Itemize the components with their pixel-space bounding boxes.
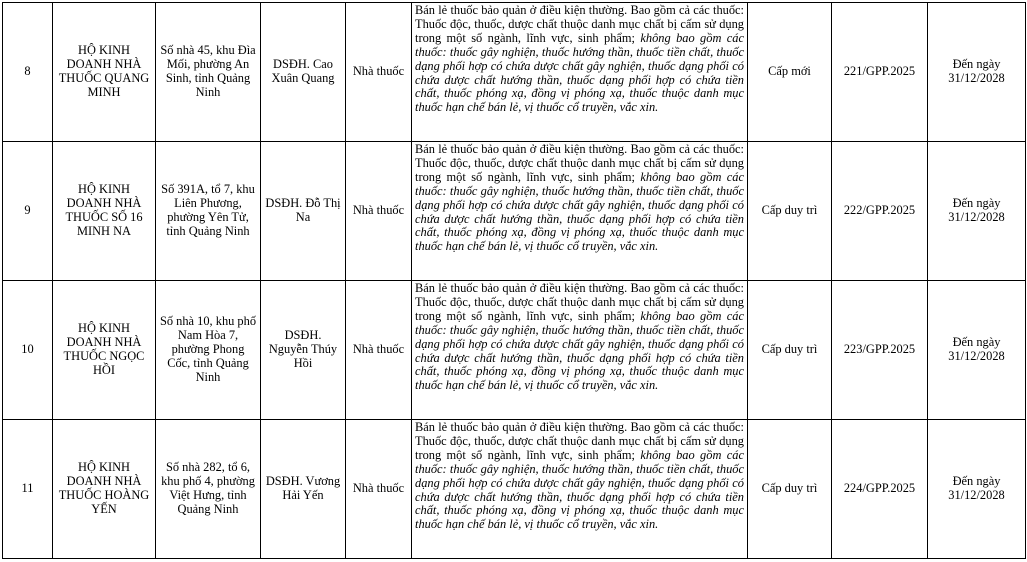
row-number: 11 [3, 420, 53, 559]
business-type: Nhà thuốc [346, 420, 412, 559]
issue-type: Cấp duy trì [748, 281, 832, 420]
validity-date: Đến ngày 31/12/2028 [928, 281, 1026, 420]
pharmacist-name: DSĐH. Nguyễn Thúy Hồi [261, 281, 346, 420]
pharmacist-name: DSĐH. Vương Hải Yến [261, 420, 346, 559]
row-number: 9 [3, 142, 53, 281]
business-scope [412, 281, 748, 420]
pharmacy-license-table [2, 2, 1026, 559]
document-page [2, 2, 1026, 559]
scope-exclusions: không bao gồm các thuốc: thuốc gây nghiện, thuốc hướng thần, thuốc tiền chất, thuốc dạng phối hợp có chứa dược chất gây nghiện, thuốc dạng phối có chứa dược chất hướng thần, thuốc dạng phối hợp có chứa tiền chất, thuốc phóng xạ, đồng vị phóng xạ, thuốc thuộc danh mục thuốc hạn chế bán lẻ, vị thuốc cổ truyền, vắc xin. [415, 308, 744, 393]
business-type: Nhà thuốc [346, 142, 412, 281]
business-address: Số nhà 10, khu phố Nam Hòa 7, phường Phong Cốc, tỉnh Quảng Ninh [156, 281, 261, 420]
certificate-number: 223/GPP.2025 [832, 281, 928, 420]
issue-type: Cấp duy trì [748, 420, 832, 559]
table-row [3, 420, 1026, 559]
scope-exclusions: không bao gồm các thuốc: thuốc gây nghiện, thuốc hướng thần, thuốc tiền chất, thuốc dạng phối hợp có chứa dược chất gây nghiện, thuốc dạng phối có chứa dược chất hướng thần, thuốc dạng phối hợp có chứa tiền chất, thuốc phóng xạ, đồng vị phóng xạ, thuốc thuộc danh mục thuốc hạn chế bán lẻ, vị thuốc cổ truyền, vắc xin. [415, 30, 744, 115]
business-scope [412, 142, 748, 281]
business-address: Số nhà 282, tổ 6, khu phố 4, phường Việt Hưng, tỉnh Quảng Ninh [156, 420, 261, 559]
scope-text: Bán lẻ thuốc bảo quản ở điều kiện thường. Bao gồm cả các thuốc: Thuốc độc, thuốc, dược chất thuộc danh mục chất bị cấm sử dụng trong một số ngành, lĩnh vực, sinh phẩm; [415, 420, 744, 462]
business-name: HỘ KINH DOANH NHÀ THUỐC NGỌC HỒI [53, 281, 156, 420]
validity-date: Đến ngày 31/12/2028 [928, 420, 1026, 559]
pharmacist-name: DSĐH. Cao Xuân Quang [261, 3, 346, 142]
issue-type: Cấp duy trì [748, 142, 832, 281]
certificate-number: 224/GPP.2025 [832, 420, 928, 559]
validity-date: Đến ngày 31/12/2028 [928, 142, 1026, 281]
scope-text: Bán lẻ thuốc bảo quản ở điều kiện thường. Bao gồm cả các thuốc: Thuốc độc, thuốc, dược chất thuộc danh mục chất bị cấm sử dụng trong một số ngành, lĩnh vực, sinh phẩm; [415, 3, 744, 45]
scope-text: Bán lẻ thuốc bảo quản ở điều kiện thường. Bao gồm cả các thuốc: Thuốc độc, thuốc, dược chất thuộc danh mục chất bị cấm sử dụng trong một số ngành, lĩnh vực, sinh phẩm; [415, 142, 744, 184]
issue-type: Cấp mới [748, 3, 832, 142]
certificate-number: 221/GPP.2025 [832, 3, 928, 142]
pharmacist-name: DSĐH. Đỗ Thị Na [261, 142, 346, 281]
business-name: HỘ KINH DOANH NHÀ THUỐC HOÀNG YẾN [53, 420, 156, 559]
business-scope [412, 420, 748, 559]
scope-exclusions: không bao gồm các thuốc: thuốc gây nghiện, thuốc hướng thần, thuốc tiền chất, thuốc dạng phối hợp có chứa dược chất gây nghiện, thuốc dạng phối có chứa dược chất hướng thần, thuốc dạng phối hợp có chứa tiền chất, thuốc phóng xạ, đồng vị phóng xạ, thuốc thuộc danh mục thuốc hạn chế bán lẻ, vị thuốc cổ truyền, vắc xin. [415, 447, 744, 532]
table-row [3, 142, 1026, 281]
table-row [3, 281, 1026, 420]
business-name: HỘ KINH DOANH NHÀ THUỐC QUANG MINH [53, 3, 156, 142]
business-address: Số 391A, tổ 7, khu Liên Phương, phường Yên Tử, tỉnh Quảng Ninh [156, 142, 261, 281]
business-scope [412, 3, 748, 142]
scope-exclusions: không bao gồm các thuốc: thuốc gây nghiện, thuốc hướng thần, thuốc tiền chất, thuốc dạng phối hợp có chứa dược chất gây nghiện, thuốc dạng phối có chứa dược chất hướng thần, thuốc dạng phối hợp có chứa tiền chất, thuốc phóng xạ, đồng vị phóng xạ, thuốc thuộc danh mục thuốc hạn chế bán lẻ, vị thuốc cổ truyền, vắc xin. [415, 169, 744, 254]
business-address: Số nhà 45, khu Đìa Mối, phường An Sinh, tỉnh Quảng Ninh [156, 3, 261, 142]
row-number: 10 [3, 281, 53, 420]
business-type: Nhà thuốc [346, 3, 412, 142]
row-number: 8 [3, 3, 53, 142]
validity-date: Đến ngày 31/12/2028 [928, 3, 1026, 142]
business-type: Nhà thuốc [346, 281, 412, 420]
certificate-number: 222/GPP.2025 [832, 142, 928, 281]
scope-text: Bán lẻ thuốc bảo quản ở điều kiện thường. Bao gồm cả các thuốc: Thuốc độc, thuốc, dược chất thuộc danh mục chất bị cấm sử dụng trong một số ngành, lĩnh vực, sinh phẩm; [415, 281, 744, 323]
table-row [3, 3, 1026, 142]
business-name: HỘ KINH DOANH NHÀ THUỐC SỐ 16 MINH NA [53, 142, 156, 281]
